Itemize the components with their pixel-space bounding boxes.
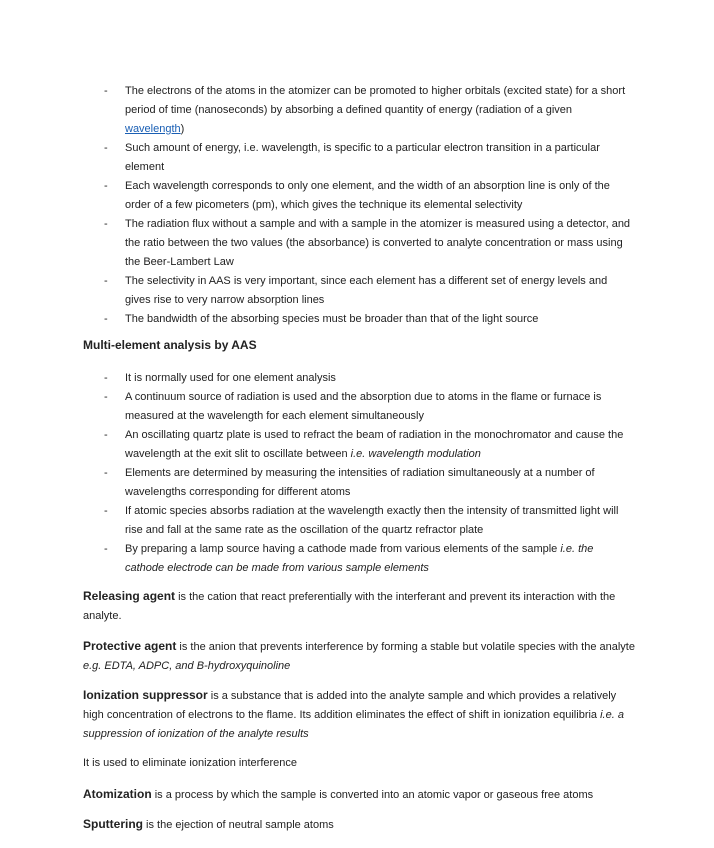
- list-item: - The selectivity in AAS is very important, since each element has a different set of energy levels and gives rise to very narrow absorption lines: [0, 272, 714, 310]
- term-ionization-suppressor: Ionization suppressor: [83, 688, 208, 702]
- term-releasing-agent: Releasing agent: [83, 589, 176, 603]
- list-item: - A continuum source of radiation is used and the absorption due to atoms in the flame or furnace is measured at the wavelength for each element simultaneously: [0, 388, 714, 426]
- list-item: - By preparing a lamp source having a cathode made from various elements of the sample i.e. the cathode electrode can be made from various sample elements: [0, 540, 714, 578]
- list-item: - It is normally used for one element analysis: [0, 369, 714, 388]
- dash-bullet: -: [104, 391, 108, 403]
- releasing-agent-paragraph: Releasing agent is the cation that react preferentially with the interferant and prevent its interaction with the analyte.: [83, 589, 616, 622]
- section-heading: Multi-element analysis by AAS: [83, 338, 257, 352]
- dash-bullet: -: [104, 313, 108, 325]
- list-item: - Elements are determined by measuring the intensities of radiation simultaneously at a number of wavelengths corresponding for different atoms: [0, 464, 714, 502]
- dash-bullet: -: [104, 180, 108, 192]
- list-item: - The bandwidth of the absorbing species must be broader than that of the light source: [0, 310, 714, 329]
- protective-agent-paragraph: Protective agent is the anion that prevents interference by forming a stable but volatile species with the analyte e.g. EDTA, ADPC, and B-hydroxyquinoline: [83, 639, 635, 672]
- sputtering-paragraph: Sputtering is the ejection of neutral sample atoms: [83, 817, 334, 831]
- term-sputtering: Sputtering: [83, 817, 143, 831]
- term-protective-agent: Protective agent: [83, 639, 177, 653]
- atomization-paragraph: Atomization is a process by which the sample is converted into an atomic vapor or gaseous free atoms: [83, 787, 594, 801]
- multi-element-list: [0, 369, 714, 578]
- dash-bullet: -: [104, 218, 108, 230]
- dash-bullet: -: [104, 372, 108, 384]
- list-item: - An oscillating quartz plate is used to refract the beam of radiation in the monochromator and cause the wavelength at the exit slit to oscillate between i.e. wavelength modulation: [0, 426, 714, 464]
- dash-bullet: -: [104, 429, 108, 441]
- list-item: - The radiation flux without a sample and with a sample in the atomizer is measured using a detector, and the ratio between the two values (the absorbance) is converted to analyte concentration or mass using the Beer-Lambert Law: [0, 215, 714, 272]
- dash-bullet: -: [104, 505, 108, 517]
- dash-bullet: -: [104, 85, 108, 97]
- dash-bullet: -: [104, 467, 108, 479]
- list-item: - Such amount of energy, i.e. wavelength, is specific to a particular electron transition in a particular element: [0, 139, 714, 177]
- dash-bullet: -: [104, 142, 108, 154]
- dash-bullet: -: [104, 543, 108, 555]
- list-item: - The electrons of the atoms in the atomizer can be promoted to higher orbitals (excited state) for a short period of time (nanoseconds) by absorbing a defined quantity of energy (radiation of a given wavelength): [0, 82, 714, 139]
- term-atomization: Atomization: [83, 787, 152, 801]
- list-item: - If atomic species absorbs radiation at the wavelength exactly then the intensity of transmitted light will rise and fall at the same rate as the oscillation of the quartz refractor plate: [0, 502, 714, 540]
- dash-bullet: -: [104, 275, 108, 287]
- wavelength-link[interactable]: wavelength: [125, 123, 181, 135]
- principles-list: [0, 82, 714, 329]
- ionization-suppressor-paragraph: Ionization suppressor is a substance that is added into the analyte sample and which provides a relatively high concentration of electrons to the flame. Its addition eliminates the effect of shift in ionization equilibria i.e. a suppression of ionization of the analyte results: [83, 688, 624, 740]
- list-item: - Each wavelength corresponds to only one element, and the width of an absorption line is only of the order of a few picometers (pm), which gives the technique its elemental selectivity: [0, 177, 714, 215]
- ionization-use-paragraph: It is used to eliminate ionization interference: [83, 757, 298, 769]
